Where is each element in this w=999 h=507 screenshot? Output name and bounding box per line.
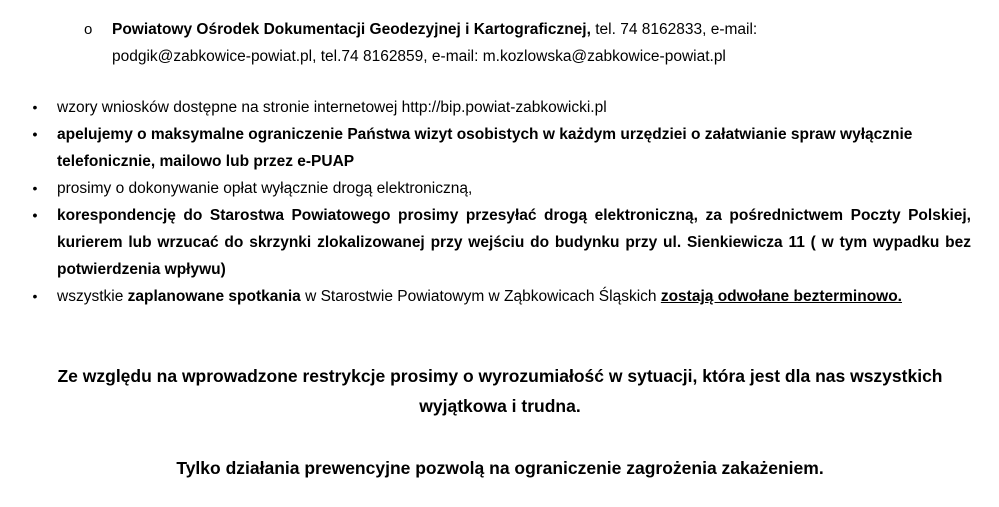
list-item-text-b: zaplanowane spotkania [127, 288, 301, 305]
bullet-marker: • [32, 126, 38, 142]
org-contact-line1: tel. 74 8162833, e-mail: [590, 21, 758, 38]
contact-sub-item [112, 16, 972, 70]
list-item-text: prosimy o dokonywanie opłat wyłącznie drogą elektroniczną, [57, 180, 473, 197]
org-contact-line2: podgik@zabkowice-powiat.pl, tel.74 8162859, e-mail: m.kozlowska@zabkowice-powiat.pl [112, 48, 726, 65]
bullet-list [0, 94, 999, 310]
list-item-text: apelujemy o maksymalne ograniczenie Państwa wizyt osobistych w każdym urzędziei o załatwianie spraw wyłącznie telefonicznie, mailowo lub przez e-PUAP [57, 126, 913, 170]
list-item-text: wzory wniosków dostępne na stronie internetowej http://bip.powiat-zabkowicki.pl [57, 99, 607, 116]
org-name: Powiatowy Ośrodek Dokumentacji Geodezyjnej i Kartograficznej, [112, 21, 591, 38]
sub-list-marker: o [84, 21, 93, 38]
list-item-forms [0, 94, 971, 121]
list-item-text-d: zostają odwołane bezterminowo. [660, 288, 902, 305]
closing-paragraph-2: Tylko działania prewencyjne pozwolą na ograniczenie zagrożenia zakażeniem. [176, 458, 824, 478]
bullet-marker: • [32, 288, 38, 304]
bullet-marker: • [32, 180, 38, 196]
list-item-text: korespondencję do Starostwa Powiatowego prosimy przesyłać drogą elektroniczną, za pośrednictwem Poczty Polskiej, kurierem lub wrzucać do skrzynki zlokalizowanej przy wejściu do budynku przy ul. Sienkiewicza 11 ( w tym wypadku bez potwierdzenia wpływu) [57, 207, 971, 278]
list-item-text-a: wszystkie [57, 288, 128, 305]
list-item-appeal [0, 121, 971, 175]
closing-paragraph-1: Ze względu na wprowadzone restrykcje prosimy o wyrozumiałość w sytuacji, która jest dla nas wszystkich wyjątkowa i trudna. [57, 366, 943, 416]
bullet-marker: • [32, 207, 38, 223]
list-item-meetings [0, 283, 971, 310]
bullet-marker: • [32, 99, 38, 115]
list-item-text-c: w Starostwie Powiatowym w Ząbkowicach Śląskich [300, 288, 661, 305]
list-item-correspondence [0, 202, 971, 283]
list-item-payments [0, 175, 971, 202]
